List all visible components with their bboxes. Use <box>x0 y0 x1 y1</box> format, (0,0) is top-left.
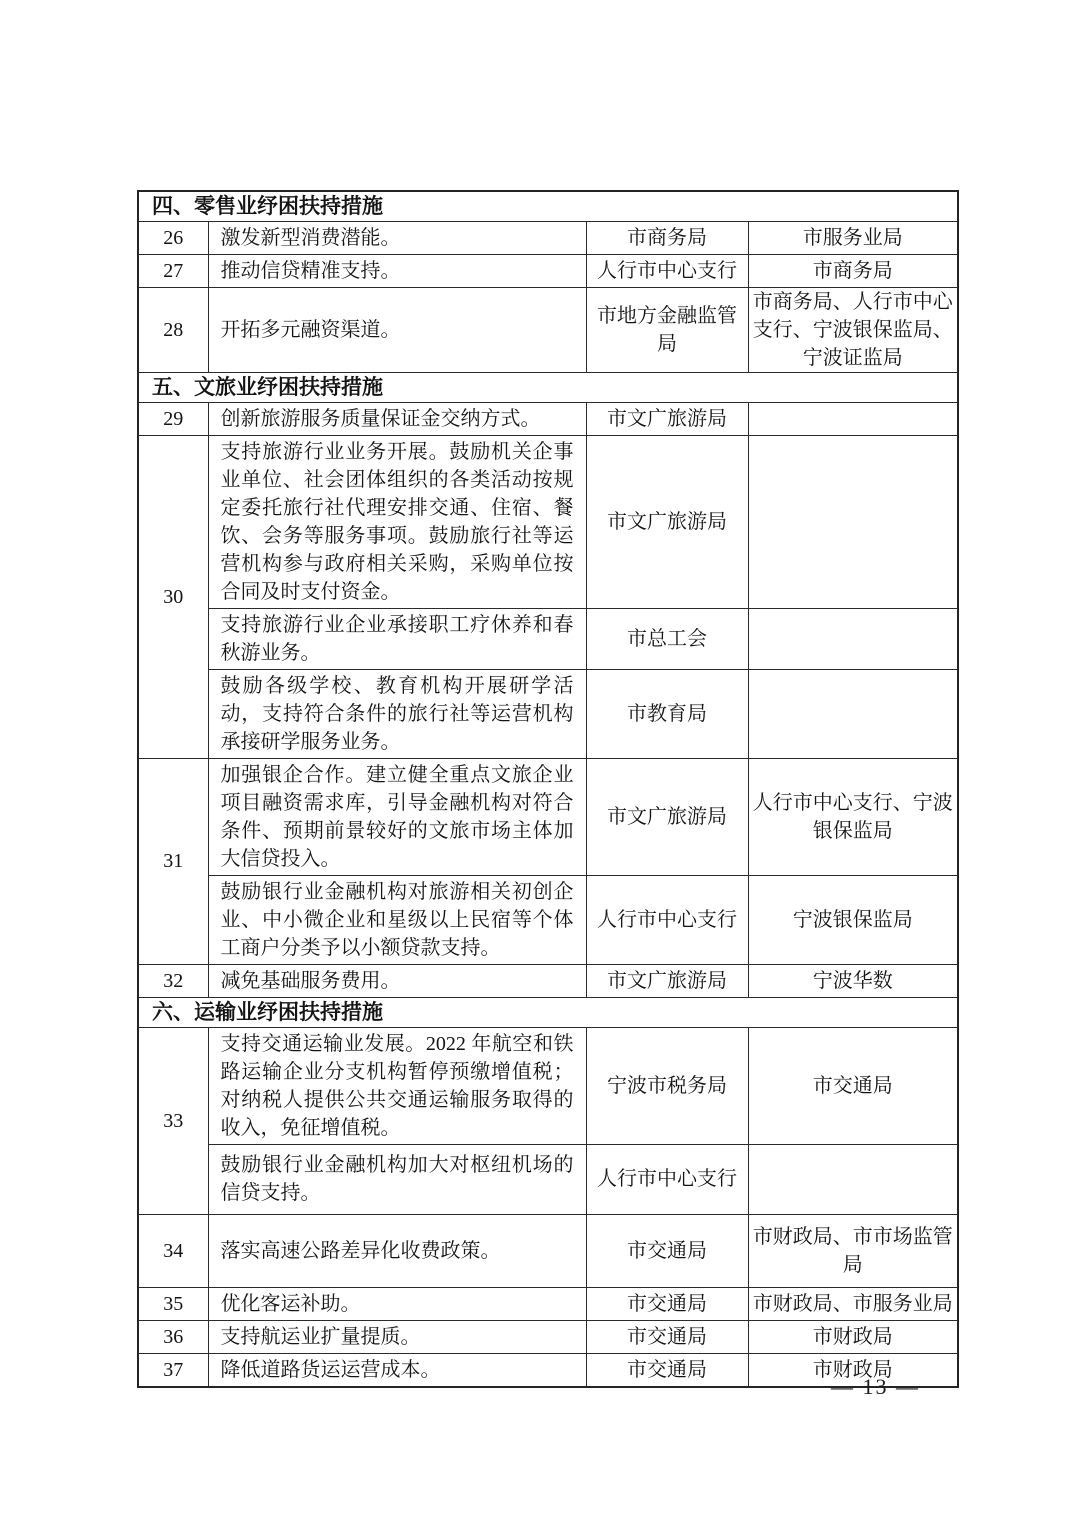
section-header-culture-tourism <box>138 372 958 402</box>
other-unit-cell: 市财政局、市市场监管局 <box>748 1214 958 1287</box>
row-number-cell: 26 <box>138 221 208 254</box>
row-35 <box>138 1287 958 1320</box>
measure-cell: 鼓励银行业金融机构对旅游相关初创企业、中小微企业和星级以上民宿等个体工商户分类予以小额贷款支持。 <box>208 875 586 964</box>
unit-cell: 人行市中心支行 <box>586 875 748 964</box>
measure-cell: 推动信贷精准支持。 <box>208 254 586 287</box>
row-27 <box>138 254 958 287</box>
row-number-cell: 36 <box>138 1320 208 1353</box>
unit-cell: 市文广旅游局 <box>586 402 748 435</box>
measure-cell: 减免基础服务费用。 <box>208 964 586 997</box>
row-30-item-1 <box>138 435 958 608</box>
section-title: 四、零售业纾困扶持措施 <box>138 191 958 221</box>
measure-cell: 激发新型消费潜能。 <box>208 221 586 254</box>
other-unit-cell: 市商务局、人行市中心支行、宁波银保监局、宁波证监局 <box>748 287 958 372</box>
other-unit-cell: 市财政局 <box>748 1320 958 1353</box>
row-number-cell: 34 <box>138 1214 208 1287</box>
other-unit-cell <box>748 402 958 435</box>
other-unit-cell: 宁波银保监局 <box>748 875 958 964</box>
other-unit-cell <box>748 669 958 758</box>
row-number-cell: 27 <box>138 254 208 287</box>
unit-cell: 市文广旅游局 <box>586 964 748 997</box>
row-34 <box>138 1214 958 1287</box>
other-unit-cell: 宁波华数 <box>748 964 958 997</box>
measure-cell: 鼓励各级学校、教育机构开展研学活动，支持符合条件的旅行社等运营机构承接研学服务业务。 <box>208 669 586 758</box>
measure-cell: 落实高速公路差异化收费政策。 <box>208 1214 586 1287</box>
section-header-retail <box>138 191 958 221</box>
unit-cell: 市交通局 <box>586 1287 748 1320</box>
other-unit-cell: 市财政局 <box>748 1353 958 1387</box>
unit-cell: 市交通局 <box>586 1214 748 1287</box>
row-number-cell: 37 <box>138 1353 208 1387</box>
unit-cell: 市文广旅游局 <box>586 758 748 875</box>
other-unit-cell <box>748 608 958 669</box>
measure-cell: 鼓励银行业金融机构加大对枢纽机场的信贷支持。 <box>208 1144 586 1214</box>
other-unit-cell: 人行市中心支行、宁波银保监局 <box>748 758 958 875</box>
unit-cell: 宁波市税务局 <box>586 1027 748 1144</box>
unit-cell: 市教育局 <box>586 669 748 758</box>
row-36 <box>138 1320 958 1353</box>
unit-cell: 市商务局 <box>586 221 748 254</box>
row-30-item-2 <box>138 608 958 669</box>
row-26 <box>138 221 958 254</box>
section-header-transport <box>138 997 958 1027</box>
unit-cell: 市地方金融监管局 <box>586 287 748 372</box>
row-33-item-1 <box>138 1027 958 1144</box>
other-unit-cell <box>748 435 958 608</box>
row-number-cell: 31 <box>138 758 208 964</box>
measure-cell: 降低道路货运运营成本。 <box>208 1353 586 1387</box>
row-number-cell: 29 <box>138 402 208 435</box>
other-unit-cell: 市交通局 <box>748 1027 958 1144</box>
row-31-item-1 <box>138 758 958 875</box>
row-number-cell: 33 <box>138 1027 208 1214</box>
measure-cell: 优化客运补助。 <box>208 1287 586 1320</box>
row-33-item-2 <box>138 1144 958 1214</box>
measure-cell: 支持旅游行业业务开展。鼓励机关企事业单位、社会团体组织的各类活动按规定委托旅行社代理安排交通、住宿、餐饮、会务等服务事项。鼓励旅行社等运营机构参与政府相关采购，采购单位按合同及时支付资金。 <box>208 435 586 608</box>
measure-cell: 支持交通运输业发展。2022 年航空和铁路运输企业分支机构暂停预缴增值税；对纳税人提供公共交通运输服务取得的收入，免征增值税。 <box>208 1027 586 1144</box>
unit-cell: 市交通局 <box>586 1320 748 1353</box>
page-number: — 13 — <box>831 1374 920 1399</box>
unit-cell: 市文广旅游局 <box>586 435 748 608</box>
unit-cell: 市总工会 <box>586 608 748 669</box>
measures-table <box>137 190 959 1388</box>
row-number-cell: 35 <box>138 1287 208 1320</box>
row-number-cell: 32 <box>138 964 208 997</box>
section-title: 五、文旅业纾困扶持措施 <box>138 372 958 402</box>
other-unit-cell: 市财政局、市服务业局 <box>748 1287 958 1320</box>
measure-cell: 支持航运业扩量提质。 <box>208 1320 586 1353</box>
section-title: 六、运输业纾困扶持措施 <box>138 997 958 1027</box>
unit-cell: 人行市中心支行 <box>586 1144 748 1214</box>
row-31-item-2 <box>138 875 958 964</box>
row-29 <box>138 402 958 435</box>
row-32 <box>138 964 958 997</box>
measure-cell: 开拓多元融资渠道。 <box>208 287 586 372</box>
unit-cell: 市交通局 <box>586 1353 748 1387</box>
measure-cell: 支持旅游行业企业承接职工疗休养和春秋游业务。 <box>208 608 586 669</box>
row-28 <box>138 287 958 372</box>
other-unit-cell <box>748 1144 958 1214</box>
other-unit-cell: 市服务业局 <box>748 221 958 254</box>
measure-cell: 创新旅游服务质量保证金交纳方式。 <box>208 402 586 435</box>
measure-cell: 加强银企合作。建立健全重点文旅企业项目融资需求库，引导金融机构对符合条件、预期前景较好的文旅市场主体加大信贷投入。 <box>208 758 586 875</box>
row-number-cell: 28 <box>138 287 208 372</box>
other-unit-cell: 市商务局 <box>748 254 958 287</box>
row-30-item-3 <box>138 669 958 758</box>
unit-cell: 人行市中心支行 <box>586 254 748 287</box>
row-number-cell: 30 <box>138 435 208 758</box>
